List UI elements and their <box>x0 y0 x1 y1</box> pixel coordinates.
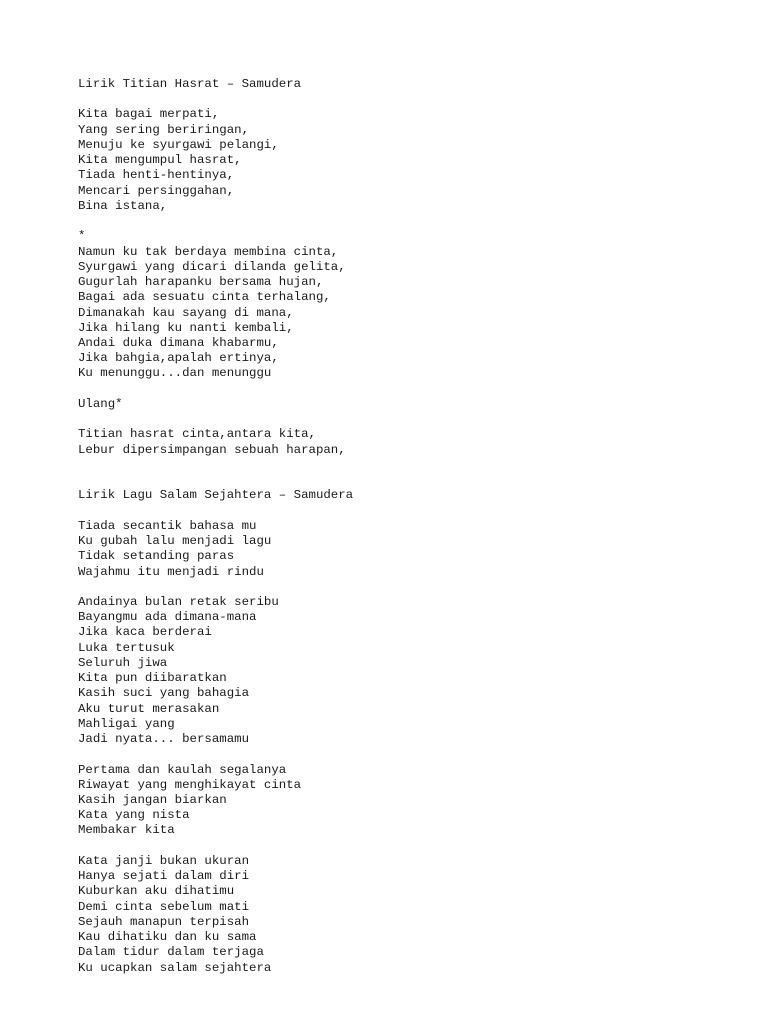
text-line: Tiada henti-hentinya, <box>78 168 235 183</box>
text-line: Seluruh jiwa <box>78 655 168 670</box>
blank-line <box>78 473 738 488</box>
blank-line <box>78 382 738 397</box>
text-line: Dimanakah kau sayang di mana, <box>78 305 294 320</box>
text-line: Kita bagai merpati, <box>78 107 220 122</box>
text-line: Ku ucapkan salam sejahtera <box>78 960 272 975</box>
text-line: * <box>78 229 86 244</box>
blank-line <box>78 504 738 519</box>
text-line: Bina istana, <box>78 198 168 213</box>
text-line: Jika bahgia,apalah ertinya, <box>78 351 279 366</box>
text-line: Kuburkan aku dihatimu <box>78 884 235 899</box>
blank-line <box>78 747 738 762</box>
text-line: Membakar kita <box>78 823 175 838</box>
text-line: Demi cinta sebelum mati <box>78 899 250 914</box>
blank-line <box>78 92 738 107</box>
text-line: Ku gubah lalu menjadi lagu <box>78 534 272 549</box>
text-line: Kita mengumpul hasrat, <box>78 153 242 168</box>
text-line: Sejauh manapun terpisah <box>78 914 250 929</box>
text-line: Mencari persinggahan, <box>78 183 235 198</box>
blank-line <box>78 580 738 595</box>
text-line: Andai duka dimana khabarmu, <box>78 335 279 350</box>
text-line: Jadi nyata... bersamamu <box>78 732 250 747</box>
text-line: Ulang* <box>78 396 123 411</box>
text-line: Kita pun diibaratkan <box>78 671 227 686</box>
text-line: Bayangmu ada dimana-mana <box>78 610 257 625</box>
text-line: Tiada secantik bahasa mu <box>78 518 257 533</box>
text-line: Lirik Lagu Salam Sejahtera – Samudera <box>78 488 354 503</box>
text-line: Luka tertusuk <box>78 640 175 655</box>
text-line: Andainya bulan retak seribu <box>78 594 279 609</box>
text-line: Jika kaca berderai <box>78 625 212 640</box>
text-line: Ku menunggu...dan menunggu <box>78 366 272 381</box>
text-line: Kasih suci yang bahagia <box>78 686 250 701</box>
text-line: Yang sering beriringan, <box>78 122 250 137</box>
text-line: Menuju ke syurgawi pelangi, <box>78 137 279 152</box>
blank-line <box>78 458 738 473</box>
text-line: Kata yang nista <box>78 808 190 823</box>
blank-line <box>78 412 738 427</box>
text-line: Gugurlah harapanku bersama hujan, <box>78 275 324 290</box>
blank-line <box>78 839 738 854</box>
text-line: Kata janji bukan ukuran <box>78 853 250 868</box>
lyrics-text <box>78 77 738 976</box>
text-line: Namun ku tak berdaya membina cinta, <box>78 244 339 259</box>
text-line: Pertama dan kaulah segalanya <box>78 762 287 777</box>
text-line: Tidak setanding paras <box>78 549 235 564</box>
text-line: Jika hilang ku nanti kembali, <box>78 320 294 335</box>
text-line: Syurgawi yang dicari dilanda gelita, <box>78 259 346 274</box>
text-line: Mahligai yang <box>78 716 175 731</box>
text-line: Aku turut merasakan <box>78 701 220 716</box>
text-line: Lirik Titian Hasrat – Samudera <box>78 77 302 91</box>
text-line: Lebur dipersimpangan sebuah harapan, <box>78 442 346 457</box>
text-line: Kasih jangan biarkan <box>78 793 227 808</box>
text-line: Wajahmu itu menjadi rindu <box>78 564 264 579</box>
text-line: Kau dihatiku dan ku sama <box>78 930 257 945</box>
text-line: Bagai ada sesuatu cinta terhalang, <box>78 290 331 305</box>
text-line: Hanya sejati dalam diri <box>78 869 250 884</box>
blank-line <box>78 214 738 229</box>
text-line: Riwayat yang menghikayat cinta <box>78 777 302 792</box>
text-line: Dalam tidur dalam terjaga <box>78 945 264 960</box>
text-line: Titian hasrat cinta,antara kita, <box>78 427 316 442</box>
